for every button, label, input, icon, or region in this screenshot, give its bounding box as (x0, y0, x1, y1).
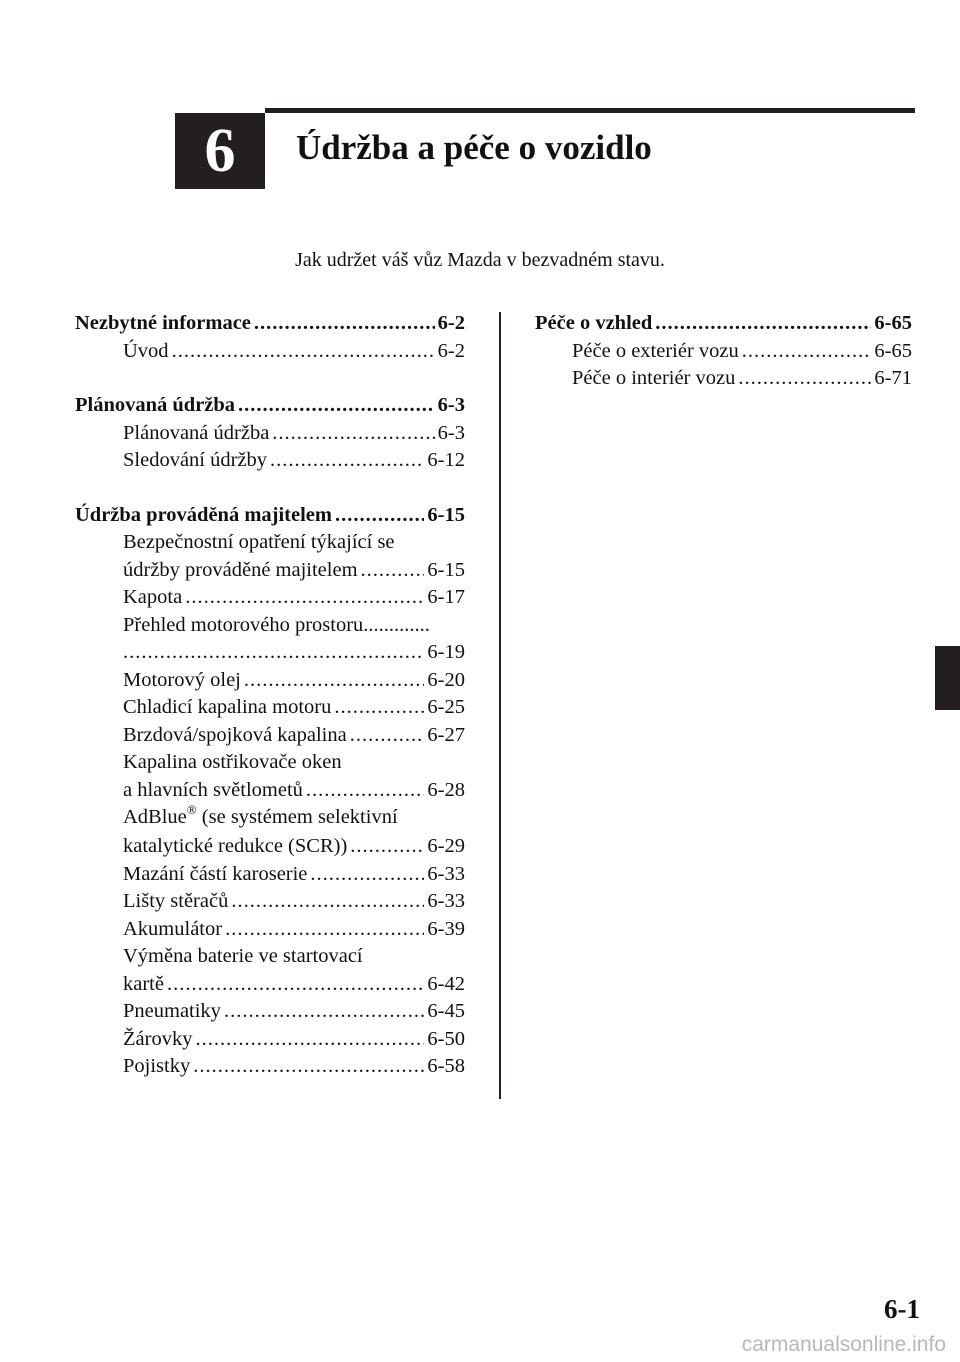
toc-entry-text: Pojistky (123, 1055, 191, 1077)
toc-section-heading[interactable] (75, 504, 465, 532)
toc-page-ref: 6-25 (427, 696, 465, 718)
toc-entry[interactable] (75, 586, 465, 614)
toc-entry-text: Úvod (123, 339, 169, 362)
toc-leader-dots (244, 669, 425, 692)
toc-entry-text: kartě (123, 972, 164, 995)
toc-page-ref: 6-3 (437, 421, 465, 444)
title-rule (265, 108, 915, 113)
adblue-brand: AdBlue (123, 806, 187, 828)
page-number: 6-1 (884, 1294, 920, 1324)
toc-entry-text (123, 802, 465, 829)
chapter-side-tab (935, 646, 960, 710)
toc-entry-line[interactable] (75, 802, 465, 835)
toc-section-title: Plánovaná údržba (75, 394, 236, 416)
toc-entry[interactable] (75, 863, 465, 891)
toc-entry[interactable] (75, 422, 465, 450)
toc-leader-dots (335, 504, 424, 527)
toc-entry-text: Sledování údržby (123, 449, 268, 471)
chapter-number: 6 (204, 117, 236, 185)
toc-entry-line[interactable] (75, 614, 465, 642)
toc-left-column (75, 312, 465, 1110)
toc-leader-dots (742, 340, 872, 363)
toc-entry[interactable] (75, 1028, 465, 1056)
toc-entry[interactable] (75, 669, 465, 697)
toc-page-ref: 6-50 (427, 1027, 465, 1050)
toc-entry-text: Motorový olej (123, 668, 241, 691)
toc-page-ref: 6-39 (427, 917, 465, 940)
toc-entry[interactable] (535, 367, 912, 395)
toc-page-ref: 6-17 (427, 586, 465, 608)
toc-leader-dots (270, 449, 424, 472)
toc-leader-dots (225, 918, 424, 941)
toc-entry[interactable] (75, 449, 465, 477)
toc-entry[interactable] (75, 835, 465, 863)
toc-leader-dots (310, 863, 424, 886)
toc-section-title: Nezbytné informace (75, 312, 251, 334)
chapter-number-box (175, 113, 265, 189)
toc-page-ref: 6-20 (427, 668, 465, 691)
toc-leader-dots (195, 1028, 424, 1051)
toc-entry[interactable] (75, 696, 465, 724)
toc-entry[interactable] (75, 340, 465, 368)
toc-entry-text: Výměna baterie ve startovací (123, 945, 363, 967)
toc-leader-dots (272, 422, 434, 445)
toc-page-ref: 6-33 (427, 890, 465, 912)
toc-leader-dots (185, 586, 424, 609)
toc-entry[interactable] (75, 918, 465, 946)
toc-entry[interactable] (75, 641, 465, 669)
toc-entry[interactable] (75, 559, 465, 587)
toc-entry[interactable] (535, 340, 912, 368)
toc-page-ref: 6-42 (427, 972, 465, 995)
toc-leader-dots (738, 367, 871, 390)
toc-leader-dots (306, 779, 425, 802)
toc-page-ref: 6-15 (427, 503, 465, 526)
toc-page-ref: 6-15 (427, 558, 465, 581)
toc-entry-text: a hlavních světlometů (123, 778, 303, 801)
toc-entry-text: Přehled motorového prostoru............. (123, 613, 430, 636)
toc-page-ref: 6-71 (874, 367, 912, 389)
toc-section-heading[interactable] (75, 312, 465, 340)
watermark: carmanualsonline.info (741, 1333, 946, 1356)
toc-leader-dots (123, 641, 424, 664)
toc-entry-text: Akumulátor (123, 917, 223, 940)
toc-entry-text: Bezpečnostní opatření týkající se (123, 531, 395, 553)
toc-entry[interactable] (75, 724, 465, 752)
toc-leader-dots (350, 835, 424, 858)
toc-section-title: Údržba prováděná majitelem (75, 503, 332, 526)
toc-section (75, 504, 465, 1083)
adblue-suffix: (se systémem selektivní (196, 806, 398, 828)
toc-page-ref: 6-3 (437, 394, 465, 416)
column-divider (499, 312, 501, 1099)
toc-page-ref: 6-2 (437, 339, 465, 362)
toc-leader-dots (350, 724, 425, 747)
toc-page-ref: 6-29 (427, 835, 465, 857)
toc-leader-dots (193, 1055, 424, 1078)
toc-entry[interactable] (75, 779, 465, 807)
toc-section-heading[interactable] (75, 394, 465, 422)
toc-entry-text: Lišty stěračů (123, 890, 229, 912)
toc-section (75, 312, 465, 367)
registered-mark: ® (186, 802, 197, 817)
toc-page-ref: 6-65 (874, 339, 912, 362)
toc-entry-text: údržby prováděné majitelem (123, 558, 358, 581)
toc-entry[interactable] (75, 1000, 465, 1028)
toc-section (535, 312, 912, 395)
toc-leader-dots (334, 696, 424, 719)
toc-entry-text: Chladicí kapalina motoru (123, 696, 332, 718)
toc-entry[interactable] (75, 890, 465, 918)
toc-leader-dots (238, 394, 435, 417)
toc-right-column (535, 312, 912, 422)
toc-page-ref: 6-45 (427, 1000, 465, 1022)
toc-page-ref: 6-12 (427, 449, 465, 471)
toc-leader-dots (655, 312, 871, 335)
toc-section-heading[interactable] (535, 312, 912, 340)
chapter-subtitle: Jak udržet váš vůz Mazda v bezvadném stavu. (295, 249, 665, 271)
toc-entry-line[interactable] (75, 531, 465, 559)
toc-page-ref: 6-2 (437, 312, 465, 334)
toc-page-ref: 6-27 (427, 723, 465, 746)
toc-entry[interactable] (75, 1055, 465, 1083)
toc-entry-text: Péče o exteriér vozu (572, 339, 739, 362)
toc-entry-text: Kapalina ostřikovače oken (123, 751, 342, 773)
toc-entry-line[interactable] (75, 945, 465, 973)
toc-leader-dots (224, 1000, 424, 1023)
toc-leader-dots (361, 559, 425, 582)
toc-entry-text: Mazání částí karoserie (123, 862, 308, 885)
toc-entry-line[interactable] (75, 751, 465, 779)
toc-leader-dots (231, 890, 424, 913)
toc-entry[interactable] (75, 973, 465, 1001)
toc-leader-dots (254, 312, 435, 335)
toc-entry-text: katalytické redukce (SCR)) (123, 835, 348, 857)
chapter-title: Údržba a péče o vozidlo (296, 128, 652, 167)
toc-entry-text: Kapota (123, 586, 183, 608)
toc-page-ref: 6-58 (427, 1055, 465, 1077)
toc-page-ref: 6-19 (427, 641, 465, 663)
toc-entry-text: Brzdová/spojková kapalina (123, 723, 347, 746)
toc-section-title: Péče o vzhled (535, 312, 653, 334)
toc-entry-text: Plánovaná údržba (123, 421, 270, 444)
toc-leader-dots (172, 340, 435, 363)
toc-entry-text: Péče o interiér vozu (572, 367, 736, 389)
toc-page-ref: 6-28 (427, 778, 465, 801)
toc-page-ref: 6-33 (427, 862, 465, 885)
toc-page-ref: 6-65 (874, 312, 912, 334)
toc-entry-text: Žárovky (123, 1027, 193, 1050)
toc-leader-dots (167, 973, 424, 996)
toc-section (75, 394, 465, 477)
toc-entry-text: Pneumatiky (123, 1000, 221, 1022)
